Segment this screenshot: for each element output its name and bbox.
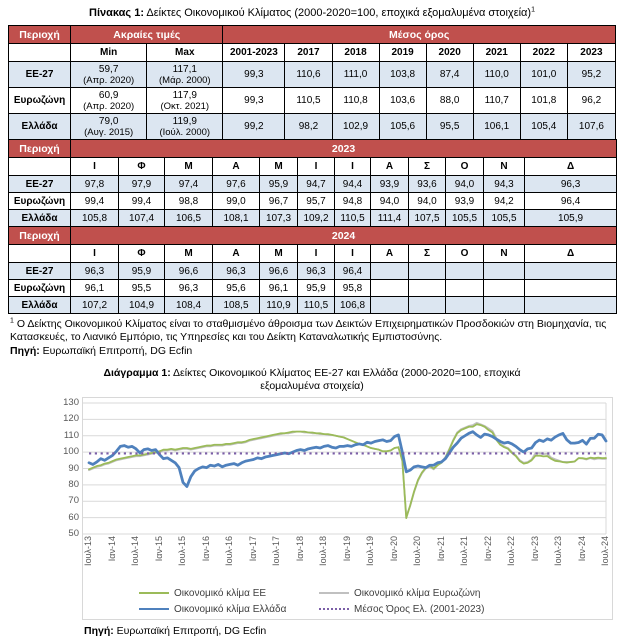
table-title-prefix: Πίνακας 1: — [89, 7, 144, 19]
chart-plot — [83, 398, 612, 539]
table-cell: 103,8 — [379, 62, 426, 88]
table-cell — [409, 280, 446, 297]
table-cell: 96,2 — [567, 88, 615, 114]
minmax-value: 117,1 — [172, 63, 197, 75]
table-cell: 102,9 — [332, 114, 379, 140]
table-cell: 106,1 — [473, 114, 520, 140]
table-cell: 105,5 — [484, 210, 525, 227]
table-cell: 110,0 — [473, 62, 520, 88]
month-header-cell: Ι — [71, 245, 119, 263]
x-axis-tick-label: Ιουλ-20 — [412, 536, 422, 566]
x-axis-tick-label: Ιαν-17 — [247, 536, 258, 562]
table-cell: 107,6 — [567, 114, 615, 140]
minmax-date: (Μάρ. 2000) — [159, 74, 211, 86]
table-cell: 93,6 — [409, 176, 446, 193]
table-cell: 96,3 — [165, 280, 213, 297]
month-header-cell: Μ — [165, 245, 213, 263]
table-cell: 106,5 — [165, 210, 213, 227]
table-cell: 95,6 — [213, 280, 260, 297]
chart-source-text: Ευρωπαϊκή Επιτροπή, DG Ecfin — [113, 625, 267, 637]
month-header-cell: Δ — [525, 245, 617, 263]
x-axis-tick-label: Ιαν-21 — [435, 536, 446, 562]
minmax-cell — [71, 88, 147, 114]
table-cell: 96,3 — [71, 263, 119, 280]
monthly-table-row — [9, 176, 617, 193]
monthly-table-row — [9, 280, 617, 297]
legend-item — [139, 602, 319, 616]
empty-cell — [9, 44, 71, 62]
x-axis-tick-label: Ιαν-16 — [200, 536, 211, 562]
table-cell: 99,0 — [213, 193, 260, 210]
table-cell: 99,3 — [223, 88, 285, 114]
x-axis-tick-label: Ιουλ-13 — [83, 536, 93, 566]
month-header-cell: Α — [213, 158, 260, 176]
table-cell: 96,3 — [298, 263, 335, 280]
region-header-cell: Περιοχή — [9, 26, 71, 44]
chart-y-axis-labels — [58, 397, 82, 618]
series-line — [89, 424, 606, 518]
y-axis-tick-label: 80 — [68, 478, 79, 490]
region-cell: ΕΕ-27 — [9, 176, 71, 193]
table-cell: 108,4 — [165, 297, 213, 314]
y-axis-tick-label: 130 — [63, 397, 79, 408]
table-cell: 95,5 — [119, 280, 165, 297]
minmax-date: (Απρ. 2020) — [83, 74, 135, 86]
table-cell: 95,7 — [298, 193, 335, 210]
legend-swatch — [139, 592, 169, 595]
table-cell: 111,0 — [332, 62, 379, 88]
table-source-label: Πηγή: — [10, 345, 40, 357]
table-cell: 110,7 — [473, 88, 520, 114]
legend-label: Μέσος Όρος Ελ. (2001-2023) — [354, 603, 485, 615]
table-cell: 88,0 — [426, 88, 473, 114]
table-cell: 94,2 — [484, 193, 525, 210]
table-title — [0, 0, 624, 19]
legend-item — [319, 586, 569, 600]
table-cell — [371, 263, 409, 280]
table-cell: 108,1 — [213, 210, 260, 227]
table-cell: 108,5 — [213, 297, 260, 314]
table-cell — [484, 297, 525, 314]
legend-swatch — [319, 592, 349, 595]
section-header-row — [9, 227, 617, 245]
table-cell: 111,4 — [371, 210, 409, 227]
table-cell — [409, 263, 446, 280]
footnote-text: Ο Δείκτης Οικονομικού Κλίματος είναι το σταθμισμένο άθροισμα των Δεικτών Επιχειρηματικών Προσδοκιών στη Βιομηχανία, τις Κατασκευές, το Λιανικό Εμπόριο, τις Υπηρεσίες και του Δείκτη Καταναλωτικής Εμπιστοσύνης. — [10, 318, 607, 343]
monthly-table-2023 — [8, 139, 617, 227]
table-cell: 105,9 — [525, 210, 617, 227]
table-cell — [409, 297, 446, 314]
table-cell — [446, 280, 484, 297]
table-cell: 99,3 — [223, 62, 285, 88]
table-cell: 94,3 — [484, 176, 525, 193]
table-cell: 95,9 — [298, 280, 335, 297]
minmax-value: 119,9 — [172, 115, 197, 127]
table-cell — [525, 297, 617, 314]
month-header-cell: Ο — [446, 158, 484, 176]
table-cell: 101,0 — [520, 62, 567, 88]
legend-label: Οικονομικό κλίμα Ευρωζώνη — [354, 587, 481, 599]
chart-source — [84, 625, 624, 637]
minmax-date: (Απρ. 2020) — [83, 100, 135, 112]
monthly-table-row — [9, 263, 617, 280]
table-cell: 107,5 — [409, 210, 446, 227]
table-cell — [371, 280, 409, 297]
table-cell: 94,8 — [335, 193, 371, 210]
month-header-cell: Ι — [335, 158, 371, 176]
chart-source-label: Πηγή: — [84, 625, 114, 637]
minmax-cell — [71, 62, 147, 88]
y-axis-tick-label: 90 — [68, 462, 79, 474]
month-header-cell: Ο — [446, 245, 484, 263]
minmax-cell — [71, 114, 147, 140]
month-header-cell: Α — [371, 158, 409, 176]
table-cell: 96,7 — [260, 193, 298, 210]
y-axis-tick-label: 120 — [63, 413, 79, 425]
region-header-cell: Περιοχή — [9, 227, 71, 245]
month-header-cell: Ι — [71, 158, 119, 176]
chart-title — [77, 367, 547, 393]
x-axis-tick-label: Ιαν-18 — [294, 536, 305, 562]
table-cell: 94,0 — [446, 176, 484, 193]
year-band-cell: 2023 — [71, 140, 617, 158]
year-header-cell: 2021 — [473, 44, 520, 62]
x-axis-tick-label: Ιουλ-24 — [600, 536, 610, 566]
table-cell — [525, 263, 617, 280]
region-cell: Ελλάδα — [9, 297, 71, 314]
table-cell: 110,6 — [285, 62, 332, 88]
table-cell: 110,5 — [285, 88, 332, 114]
table-cell: 110,9 — [260, 297, 298, 314]
footnote-marker: 1 — [10, 317, 14, 325]
table-cell: 98,2 — [285, 114, 332, 140]
region-cell: Ευρωζώνη — [9, 88, 71, 114]
table-cell: 101,8 — [520, 88, 567, 114]
empty-cell — [9, 245, 71, 263]
table-cell: 97,9 — [119, 176, 165, 193]
table-cell: 103,6 — [379, 88, 426, 114]
table-cell: 106,8 — [335, 297, 371, 314]
y-axis-tick-label: 60 — [68, 511, 79, 523]
chart — [58, 397, 624, 620]
min-header-cell: Min — [71, 44, 147, 62]
table-cell: 95,9 — [260, 176, 298, 193]
year-header-cell: 2018 — [332, 44, 379, 62]
month-header-cell: Α — [213, 245, 260, 263]
year-header-cell: 2023 — [567, 44, 615, 62]
table-cell: 97,8 — [71, 176, 119, 193]
table-cell: 96,4 — [525, 193, 617, 210]
y-axis-tick-label: 100 — [63, 446, 79, 458]
legend-swatch — [319, 608, 349, 610]
x-axis-tick-label: Ιαν-23 — [529, 536, 540, 562]
series-line — [89, 423, 606, 516]
footnote — [10, 318, 616, 344]
month-header-cell: Σ — [409, 245, 446, 263]
year-header-cell: 2020 — [426, 44, 473, 62]
table-cell: 95,5 — [426, 114, 473, 140]
legend-item — [319, 602, 569, 616]
monthly-table-row — [9, 297, 617, 314]
region-cell: Ευρωζώνη — [9, 280, 71, 297]
month-header-cell: Σ — [409, 158, 446, 176]
region-cell: ΕΕ-27 — [9, 62, 71, 88]
y-axis-tick-label: 110 — [63, 429, 79, 441]
table-cell: 94,0 — [371, 193, 409, 210]
empty-cell — [9, 158, 71, 176]
x-axis-tick-label: Ιαν-15 — [153, 536, 164, 562]
minmax-value: 79,0 — [98, 115, 119, 127]
summary-table-row — [9, 114, 616, 140]
chart-title-text: Δείκτες Οικονομικού Κλίματος ΕΕ-27 και Ελλάδα (2000-2020=100, εποχικά εξομαλυμένα στοιχεία) — [170, 367, 521, 392]
month-header-cell: Μ — [260, 245, 298, 263]
year-header-cell: 2001-2023 — [223, 44, 285, 62]
y-axis-tick-label: 50 — [68, 528, 79, 539]
extremes-header-cell: Ακραίες τιμές — [71, 26, 223, 44]
table-cell: 99,4 — [71, 193, 119, 210]
minmax-value: 117,9 — [172, 89, 197, 101]
minmax-value: 60,9 — [98, 89, 119, 101]
legend-label: Οικονομικό κλίμα ΕΕ — [174, 587, 267, 599]
table-cell: 95,9 — [119, 263, 165, 280]
year-header-cell: 2022 — [520, 44, 567, 62]
table-cell — [484, 280, 525, 297]
table-cell: 105,5 — [446, 210, 484, 227]
x-axis-tick-label: Ιαν-24 — [576, 536, 587, 562]
minmax-date: (Ιούλ. 2000) — [159, 126, 211, 138]
table-cell — [446, 297, 484, 314]
table-cell: 96,3 — [525, 176, 617, 193]
table-cell: 97,4 — [165, 176, 213, 193]
table-cell: 109,2 — [298, 210, 335, 227]
x-axis-tick-label: Ιουλ-21 — [459, 536, 469, 566]
summary-table-row — [9, 88, 616, 114]
table-cell: 107,4 — [119, 210, 165, 227]
table-cell: 104,9 — [119, 297, 165, 314]
month-header-cell: Ν — [484, 245, 525, 263]
table-cell — [371, 297, 409, 314]
x-axis-tick-label: Ιαν-19 — [341, 536, 352, 562]
x-axis-tick-label: Ιουλ-22 — [506, 536, 516, 566]
table-cell: 94,4 — [335, 176, 371, 193]
x-axis-tick-label: Ιαν-14 — [106, 536, 117, 562]
monthly-table-row — [9, 210, 617, 227]
month-header-cell: Μ — [260, 158, 298, 176]
month-header-row — [9, 158, 617, 176]
table-title-text: Δείκτες Οικονομικού Κλίματος (2000-2020=100, εποχικά εξομαλυμένα στοιχεία) — [143, 7, 532, 19]
chart-legend — [139, 586, 569, 616]
section-header-row — [9, 140, 617, 158]
summary-table — [8, 25, 616, 140]
region-cell: ΕΕ-27 — [9, 263, 71, 280]
table-cell: 96,6 — [260, 263, 298, 280]
chart-x-axis-labels — [83, 534, 612, 586]
table-cell: 105,4 — [520, 114, 567, 140]
table-cell: 110,5 — [298, 297, 335, 314]
table-cell: 107,3 — [260, 210, 298, 227]
table-cell: 96,6 — [165, 263, 213, 280]
table-header-row — [9, 26, 616, 44]
table-source-text: Ευρωπαϊκή Επιτροπή, DG Ecfin — [39, 345, 193, 357]
table-cell: 107,2 — [71, 297, 119, 314]
table-cell: 98,8 — [165, 193, 213, 210]
region-header-cell: Περιοχή — [9, 140, 71, 158]
month-header-cell: Ν — [484, 158, 525, 176]
minmax-cell — [147, 114, 223, 140]
month-header-cell: Δ — [525, 158, 617, 176]
month-header-cell: Ι — [335, 245, 371, 263]
month-header-cell: Φ — [119, 245, 165, 263]
x-axis-tick-label: Ιουλ-14 — [130, 536, 140, 566]
table-cell — [525, 280, 617, 297]
table-cell: 110,8 — [332, 88, 379, 114]
table-cell: 96,1 — [71, 280, 119, 297]
table-cell: 96,3 — [213, 263, 260, 280]
chart-title-prefix: Διάγραμμα 1: — [103, 367, 171, 379]
table-cell: 94,7 — [298, 176, 335, 193]
table-cell: 110,5 — [335, 210, 371, 227]
chart-plot-area — [82, 397, 613, 620]
minmax-date: (Αυγ. 2015) — [84, 126, 134, 138]
month-header-row — [9, 245, 617, 263]
year-header-cell: 2019 — [379, 44, 426, 62]
table-cell: 95,8 — [335, 280, 371, 297]
table-cell: 96,1 — [260, 280, 298, 297]
table-cell: 93,9 — [446, 193, 484, 210]
month-header-cell: Ι — [298, 158, 335, 176]
x-axis-tick-label: Ιουλ-15 — [177, 536, 187, 566]
table-title-footnote-ref: 1 — [531, 6, 535, 14]
table-cell: 87,4 — [426, 62, 473, 88]
month-header-cell: Ι — [298, 245, 335, 263]
region-cell: Ευρωζώνη — [9, 193, 71, 210]
minmax-date: (Οκτ. 2021) — [160, 100, 210, 112]
table-cell: 93,9 — [371, 176, 409, 193]
minmax-cell — [147, 88, 223, 114]
table-cell — [484, 263, 525, 280]
monthly-table-row — [9, 193, 617, 210]
month-header-cell: Α — [371, 245, 409, 263]
summary-table-row — [9, 62, 616, 88]
table-cell: 99,2 — [223, 114, 285, 140]
x-axis-tick-label: Ιουλ-16 — [224, 536, 234, 566]
region-cell: Ελλάδα — [9, 210, 71, 227]
table-cell: 95,2 — [567, 62, 615, 88]
year-header-cell: 2017 — [285, 44, 332, 62]
table-cell: 96,4 — [335, 263, 371, 280]
legend-label: Οικονομικό κλίμα Ελλάδα — [174, 603, 287, 615]
x-axis-tick-label: Ιουλ-23 — [553, 536, 563, 566]
table-cell: 97,6 — [213, 176, 260, 193]
month-header-cell: Μ — [165, 158, 213, 176]
region-cell: Ελλάδα — [9, 114, 71, 140]
max-header-cell: Max — [147, 44, 223, 62]
table-source — [10, 345, 624, 358]
legend-item — [139, 586, 319, 600]
x-axis-tick-label: Ιουλ-18 — [318, 536, 328, 566]
monthly-table-2024 — [8, 226, 617, 314]
x-axis-tick-label: Ιαν-22 — [482, 536, 493, 562]
table-cell: 99,4 — [119, 193, 165, 210]
y-axis-tick-label: 70 — [68, 495, 79, 507]
minmax-cell — [147, 62, 223, 88]
table-cell: 105,8 — [71, 210, 119, 227]
month-header-cell: Φ — [119, 158, 165, 176]
table-cell — [446, 263, 484, 280]
legend-swatch — [139, 608, 169, 611]
year-band-cell: 2024 — [71, 227, 617, 245]
x-axis-tick-label: Ιουλ-17 — [271, 536, 281, 566]
table-cell: 94,0 — [409, 193, 446, 210]
mean-header-cell: Μέσος όρος — [223, 26, 616, 44]
x-axis-tick-label: Ιουλ-19 — [365, 536, 375, 566]
minmax-value: 59,7 — [98, 63, 119, 75]
table-cell: 105,6 — [379, 114, 426, 140]
x-axis-tick-label: Ιαν-20 — [388, 536, 399, 562]
table-subheader-row — [9, 44, 616, 62]
